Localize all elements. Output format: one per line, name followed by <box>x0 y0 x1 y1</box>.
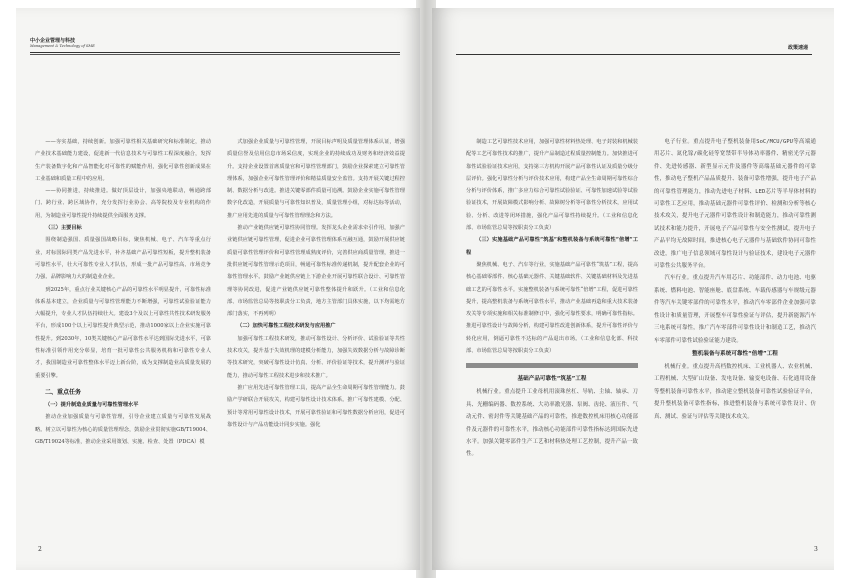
paragraph: ——协同推进，持续推进。做好顶层设计，加强央地联动，畅通跨部门、跨行业、跨区域协作，充分发挥行业协会、高等院校及专业机构的作用，为制造业可靠性提升持续提供全面服务支撑。 <box>35 188 211 219</box>
right-column-2 <box>654 136 816 548</box>
box-title: 整机装备与系统可靠性“倍增”工程 <box>692 350 778 357</box>
left-column-1 <box>35 136 211 554</box>
page-number-left: 2 <box>38 546 42 553</box>
journal-title-en: Management & Technology of SME <box>30 44 95 48</box>
header-rule <box>30 52 400 53</box>
chapter-heading: 二、重点任务 <box>45 388 82 396</box>
section-heading: （三）主要目标 <box>45 225 82 232</box>
header-rule-thin <box>30 54 400 55</box>
paragraph: 制造工艺可靠性技术应用，加强可靠性材料热处理、电子封装和机械装配等工艺可靠性技术的推广，提升产品制造过程质量控制能力。加快推进可靠性试验验证技术应用，支持第三方机构开展产品可靠性认证及质量分级分层评价。强化可靠性分析与评价技术应用，构建产品全生命周期可靠性综合分析与评价体系，推广多应力综合可靠性试验验证、可靠性加速试验等试验验证技术，开展故障模式影响分析、故障树分析等可靠性分析技术，应用试验、分析、改进等闭环措施，强化产品可靠性持续提升。（工业和信息化部、市场监管总局等按职责分工负责） <box>466 139 638 232</box>
section-label: 政策速递 <box>787 45 808 51</box>
header-rule <box>456 54 812 55</box>
box-title: 基础产品可靠性“筑基”工程 <box>517 376 587 383</box>
paragraph: 推动产业链供应链可靠性协同管理。发挥龙头企业需求牵引作用，加强产业链供应链可靠性管理，促进企业可靠性管理体系互融互通，鼓励开展供应链质量可靠性管理评价和可靠性管理成熟度评价，完善供应商质量管理，推进一批供应链可靠性管理示范项目，畅通可靠性标准传递机制，提升配套企业的可靠性管理水平。鼓励产业链供应链上下游企业开展可靠性联合设计、可靠性管理等协同改进，促进产业链供应链可靠性整体提升和跃升。（工业和信息化部、市场监管总局等按职责分工负责，地方主管部门具体实施，以下均需地方部门落实，不再列明） <box>227 225 405 318</box>
paragraph: 机械行业。重点提升高档数控机床、工业机器人、农业机械、工程机械、大型矿山设备、发电设备、输变电设备、石化通用设备等整机装备可靠性水平，推动建立整机装备可靠性试验验证平台，提升整机装备可靠性指标，推进整机装备与系统可靠性设计、仿真、测试、验证与评估等关键技术攻关。 <box>654 363 816 420</box>
right-column-1 <box>466 136 638 536</box>
paragraph: 聚焦机械、电子、汽车等行业，实施基础产品可靠性“筑基”工程，提高核心基础零部件、核心基础元器件、关键基础软件、关键基础材料及先进基础工艺的可靠性水平。实施整机装备与系统可靠性“倍增”工程，促进可靠性提升，提高整机装备与系统可靠性水平，推动产业基础再造和重大技术装备攻关等专项实施和相关标准制修订中，强化可靠性要求，明确可靠性指标。推进可靠性设计与故障分析，构建可靠性改进创新体系，提升可靠性评价与转化应用，倒逼可靠性不达标的产品退出市场。（工业和信息化部、科技部、市场监管总局等按职责分工负责） <box>466 261 638 355</box>
page-number-right: 3 <box>814 546 818 553</box>
journal-title-cn: 中小企业管理与科技 <box>30 38 76 44</box>
section-heading: （一）提升制造业质量与可靠性管理水平 <box>45 401 139 408</box>
left-page <box>16 8 420 570</box>
paragraph: 推动企业加强质量与可靠性管理，引导企业建立质量与可靠性发展战略。树立以可靠性为核心的质量管理理念，鼓励企业贯彻实施GB/T19004、GB/T19024等标准，推动企业采用策划、实施、检查、处置（PDCA）模 <box>35 414 211 445</box>
paragraph: 加强可靠性工程技术研发，推动可靠性设计、分析评价、试验验证等共性技术攻关，提升基于失效机理的建模分析能力，加强失效数据分析与故障诊断等技术研究，突破可靠性设计仿真、分析、评价验证等技术，提升测评与验证能力，推动可靠性工程技术进步和技术推广。 <box>227 335 405 379</box>
paragraph: 到2025年，重点行业关键核心产品的可靠性水平明显提升，可靠性标准体系基本建立，企业质量与可靠性管理能力不断增强，可靠性试验验证能力大幅提升，专业人才队伍持续壮大。建设3个及以上可靠性共性技术研发服务平台，形成100个以上可靠性提升典型示范，推动1000家以上企业实施可靠性提升。到2030年，10类关键核心产品可靠性水平达到国际先进水平，可靠性标准引领作用充分彰显，培育一批可靠性公共服务机构和可靠性专业人才，我国制造业可靠性整体水平迈上新台阶，成为支撑制造业高质量发展的重要引擎。 <box>35 286 211 379</box>
paragraph: 围绕制造强国、质量强国战略目标，聚焦机械、电子、汽车等重点行业，对标国际同类产品先进水平，补齐基础产品可靠性短板，提升整机装备可靠性水平，壮大可靠性专业人才队伍，形成一批产品可靠性高、市场竞争力强、品牌影响力大的制造业企业。 <box>35 237 211 281</box>
journal-header <box>30 38 390 49</box>
paragraph: 汽车行业。重点提升汽车用芯片、功能部件、动力电池、电驱系统、燃料电池、智能座舱、底盘系统、车载传感器与车规级元器件等汽车关键零部件的可靠性水平，推动汽车零部件企业加强可靠性设计和质量管理，开展整车可靠性验证与评估，提升新能源汽车三电系统可靠性，推广汽车零部件可靠性设计和制造工艺，推动汽车零部件可靠性试验验证能力建设。 <box>654 275 816 344</box>
box-divider-bar <box>466 363 638 368</box>
paragraph: ——夯实基础，持续创新。加强可靠性相关基础研究和标准制定，推动产业技术基础能力建设，促进新一代信息技术与可靠性工程深度融合，发挥生产装备数字化和产品智能化对可靠性的赋能作用，强化可靠性创新成果在工业基础和质量工程中的应用。 <box>35 139 211 182</box>
paragraph: 电子行业。重点提升电子整机装备用SoC/MCU/GPU等高端通用芯片、氮化镓/碳化硅等宽禁带半导体功率器件、精密光学元器件、先进传感器、新型显示元件及器件等高端基础元器件的可靠性，推动电子整机产品品质提升、装备可靠性增强，提升电子产品的可靠性管理能力，推动先进电子材料、LED芯片等半导体材料的可靠性工艺应用，推动基础元器件可靠性评价、检测和分析等核心技术攻关，提升电子元器件可靠性设计和制造能力，推动可靠性测试技术和能力提升，开展电子产品可靠性与安全性测试，提升电子产品平均无故障时间，推进核心电子元器件与基础软件协同可靠性改进，推广电子信息领域可靠性设计与验证技术，建设电子元器件可靠性公共服务平台。 <box>654 139 816 270</box>
right-page <box>432 8 834 570</box>
paragraph: 机械行业。重点提升工业母机用滚珠丝杠、导轨、主轴、轴承、刀具、光栅编码器、数控系统、大功率激光器、泵阀、齿轮、液压件、气动元件、密封件等关键基础产品的可靠性，推进数控机床用核心功能部件及元器件的可靠性水平，推动核心功能部件可靠性指标达到国际先进水平。加强关键零部件生产工艺和材料热处理工艺控制，提升产品一致性。 <box>466 389 638 458</box>
section-heading: （三）实施基础产品可靠性“筑基”和整机装备与系统可靠性“倍增”工程 <box>466 237 638 256</box>
paragraph: 式加强企业质量与可靠性管理，开展目标声明及质量管理体系认证，增强质量信誉及信用信息市场采信度，实现企业的持续成功及财务和经济效益提升。支持企业设置首席质量官和可靠性管理部门，鼓励企业探索建立可靠性管理体系，加强企业可靠性管理评价和精益质量安全监管。支持开展关键过程控制、数据分析与改进。推进关键零部件质量可追溯。鼓励企业实施可靠性管理数字化改造，开展质量与可靠性知识普及，质量管理小组，对标达标等活动，推广应用先进的质量与可靠性管理理念和方法。 <box>227 139 405 219</box>
paragraph: 推广应用先进可靠性管理工具，提高产品全生命周期可靠性管理能力。鼓励产学研联合开展攻关，构建可靠性设计技术体系。推广可靠性建模、分配、预计等常用可靠性设计技术，开展可靠性验证和可靠性数据分析应用，促进可靠性设计与产品功能设计同步实施。强化 <box>227 384 405 428</box>
left-column-2 <box>227 136 405 554</box>
section-heading: （二）加快可靠性工程技术研发与应用推广 <box>237 323 336 330</box>
